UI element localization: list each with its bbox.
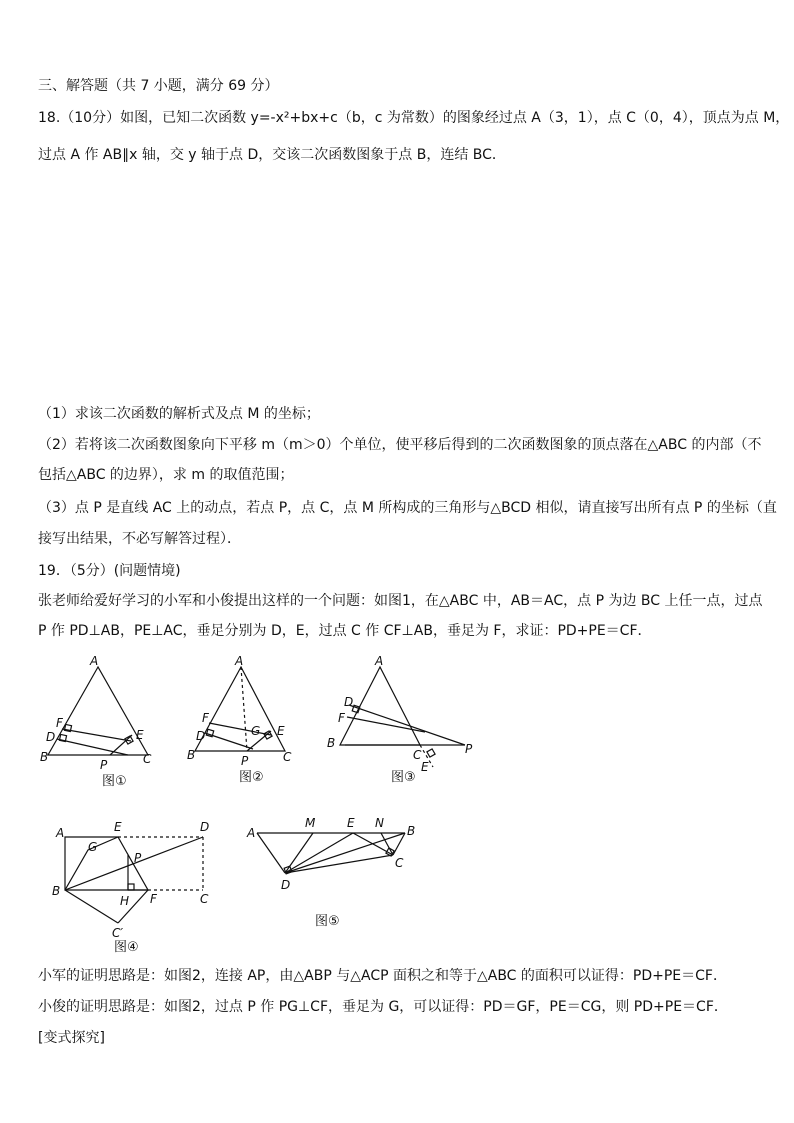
fig3-label-B: B: [327, 736, 336, 750]
fig2-label-D: D: [196, 729, 206, 743]
q18-line2: 过点 A 作 AB∥x 轴，交 y 轴于点 D，交该二次函数图象于点 B，连结 BC．: [38, 147, 506, 163]
q19-header: 19．（5分）(问题情境): [38, 563, 181, 579]
q18-part2-line1: （2）若将该二次函数图象向下平移 m（m＞0）个单位，使平移后得到的二次函数图象的顶点落在△ABC 的内部（不: [38, 437, 762, 453]
fig1-label-C: C: [143, 752, 152, 766]
section-header: 三、解答题（共 7 小题，满分 69 分）: [38, 78, 279, 94]
fig5-label-D: D: [281, 878, 291, 892]
fig3-caption: 图③: [391, 770, 416, 785]
fig5-label-B: B: [407, 824, 416, 838]
xiaojun-alt-idea: 小俊的证明思路是：如图2，过点 P 作 PG⊥CF，垂足为 G，可以证得：PD＝GF，PE＝CG，则 PD+PE＝CF．: [38, 999, 728, 1015]
figure-3: [325, 655, 475, 790]
fig5-label-C: C: [395, 856, 404, 870]
fig4-caption: 图④: [114, 940, 139, 955]
fig2-label-E: E: [277, 724, 285, 738]
fig1-label-A: A: [90, 654, 99, 668]
fig5-label-E: E: [347, 816, 355, 830]
fig1-label-B: B: [40, 750, 49, 764]
fig4-label-G: G: [88, 840, 98, 854]
fig1-label-E: E: [136, 728, 144, 742]
variant-label: [变式探究]: [38, 1030, 105, 1046]
q19-line1: 张老师给爱好学习的小军和小俊提出这样的一个问题：如图1，在△ABC 中，AB＝AC，点 P 为边 BC 上任一点，过点: [38, 593, 763, 609]
fig3-label-P: P: [465, 742, 473, 756]
fig4-label-B: B: [52, 884, 61, 898]
fig2-caption: 图②: [239, 770, 264, 785]
fig4-label-C: C: [200, 892, 209, 906]
q18-part3-line2: 接写出结果，不必写解答过程）．: [38, 531, 241, 547]
figure-1: [40, 655, 160, 790]
fig2-label-P: P: [241, 754, 249, 768]
fig1-label-P: P: [100, 758, 108, 772]
fig5-label-M: M: [305, 816, 316, 830]
fig5-caption: 图⑤: [315, 914, 340, 929]
fig4-label-P: P: [134, 851, 142, 865]
xiaojun-idea: 小军的证明思路是：如图2，连接 AP，由△ABP 与△ACP 面积之和等于△ABC 的面积可以证得：PD+PE＝CF．: [38, 968, 727, 984]
q18-line1: 18.（10分）如图，已知二次函数 y=-x²+bx+c（b，c 为常数）的图象经过点 A（3，1），点 C（0，4），顶点为点 M，: [38, 110, 790, 126]
fig2-label-F: F: [202, 711, 209, 725]
fig4-label-Cprime: C′: [112, 926, 124, 940]
fig3-label-A: A: [375, 654, 384, 668]
q18-part2-line2: 包括△ABC 的边界），求 m 的取值范围；: [38, 467, 294, 483]
fig2-label-B: B: [187, 748, 196, 762]
fig4-label-F: F: [150, 892, 157, 906]
fig2-label-A: A: [235, 654, 244, 668]
fig1-label-D: D: [46, 730, 56, 744]
fig5-label-N: N: [375, 816, 384, 830]
fig4-label-H: H: [120, 894, 130, 908]
fig2-label-C: C: [283, 750, 292, 764]
fig4-label-A: A: [56, 826, 65, 840]
fig3-label-C: C: [413, 748, 422, 762]
fig2-label-G: G: [251, 724, 261, 738]
figure-2: [185, 655, 305, 790]
fig4-label-D: D: [200, 820, 210, 834]
q19-line2: P 作 PD⊥AB，PE⊥AC，垂足分别为 D，E，过点 C 作 CF⊥AB，垂足为 F，求证：PD+PE＝CF．: [38, 623, 652, 639]
fig3-label-F: F: [338, 711, 345, 725]
fig4-label-E: E: [114, 820, 122, 834]
fig3-label-E: E: [421, 760, 429, 774]
fig1-caption: 图①: [102, 774, 127, 789]
fig5-label-A: A: [247, 826, 256, 840]
q18-part1: （1）求该二次函数的解析式及点 M 的坐标；: [38, 406, 320, 422]
q18-part3-line1: （3）点 P 是直线 AC 上的动点，若点 P，点 C，点 M 所构成的三角形与△BCD 相似，请直接写出所有点 P 的坐标（直: [38, 500, 777, 516]
figure-4: [48, 815, 228, 955]
fig3-label-D: D: [344, 695, 354, 709]
figure-5: [245, 815, 425, 935]
fig1-label-F: F: [56, 716, 63, 730]
